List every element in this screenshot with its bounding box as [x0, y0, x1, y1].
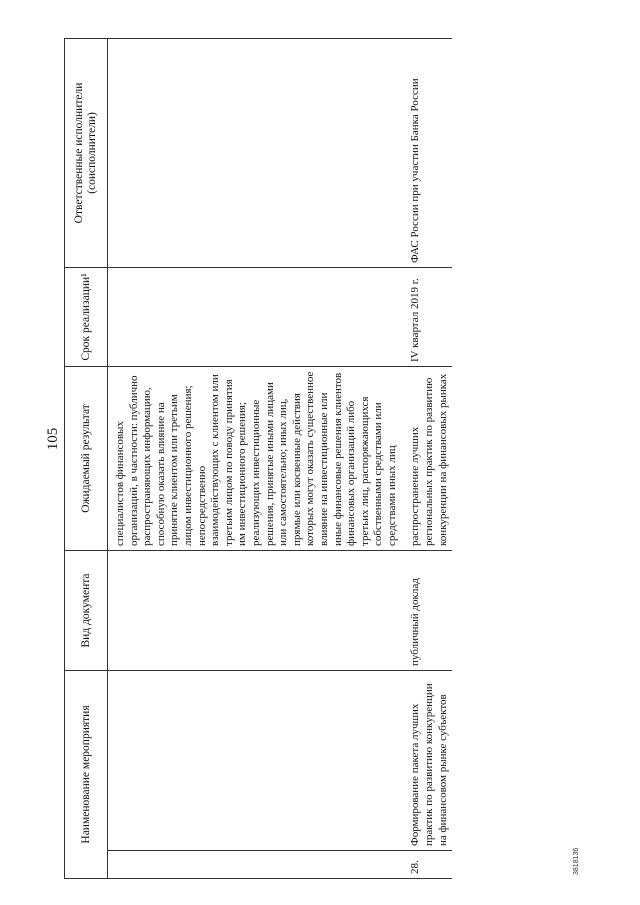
rotated-sheet — [42, 39, 618, 879]
cell-name: Формирование пакета лучших практик по развитию конкуренции на финансовом рынке субъектов — [405, 670, 452, 850]
cell-doc-type-empty — [108, 550, 406, 670]
cell-doc-type: публичный доклад — [405, 550, 452, 670]
cell-name-empty — [108, 670, 406, 850]
page-number: 105 — [45, 427, 61, 451]
cell-number-empty — [108, 851, 406, 879]
header-result: Ожидаемый результат — [65, 366, 108, 550]
measures-table — [64, 38, 452, 879]
header-doc-type: Вид документа — [65, 550, 108, 670]
header-deadline: Срок реализации¹ — [65, 267, 108, 366]
table-row-continuation — [108, 38, 406, 878]
cell-responsible-empty — [108, 38, 406, 267]
document-code: 3818136 — [573, 847, 580, 875]
cell-deadline-empty — [108, 267, 406, 366]
cell-responsible: ФАС России при участии Банка России — [405, 38, 452, 267]
table-header-row — [65, 38, 108, 878]
table-row-28 — [405, 38, 452, 878]
cell-deadline: IV квартал 2019 г. — [405, 267, 452, 366]
cell-number: 28. — [405, 851, 452, 879]
header-name: Наименование мероприятия — [65, 670, 108, 878]
cell-result: распространение лучших региональных практик по развитию конкуренции на финансовых рынках — [405, 366, 452, 550]
header-responsible: Ответственные исполнители (соисполнители) — [65, 38, 108, 267]
cell-result-continuation: специалистов финансовых организаций, в частности: публично распространяющих информацию, способную оказать влияние на принятие клиентом или третьим лицом инвестиционного решения; непосредственно взаимодействующих с клиентом или третьим лицом по поводу принятия им инвестиционного решения; реализующих инвестиционные решения, принятые иными лицами или самостоятельно; иных лиц, прямые или косвенные действия которых могут оказать существенное влияние на инвестиционные или иные финансовые решения клиентов финансовых организаций либо третьих лиц, распоряжающихся собственными средствами или средствами иных лиц — [108, 366, 406, 550]
